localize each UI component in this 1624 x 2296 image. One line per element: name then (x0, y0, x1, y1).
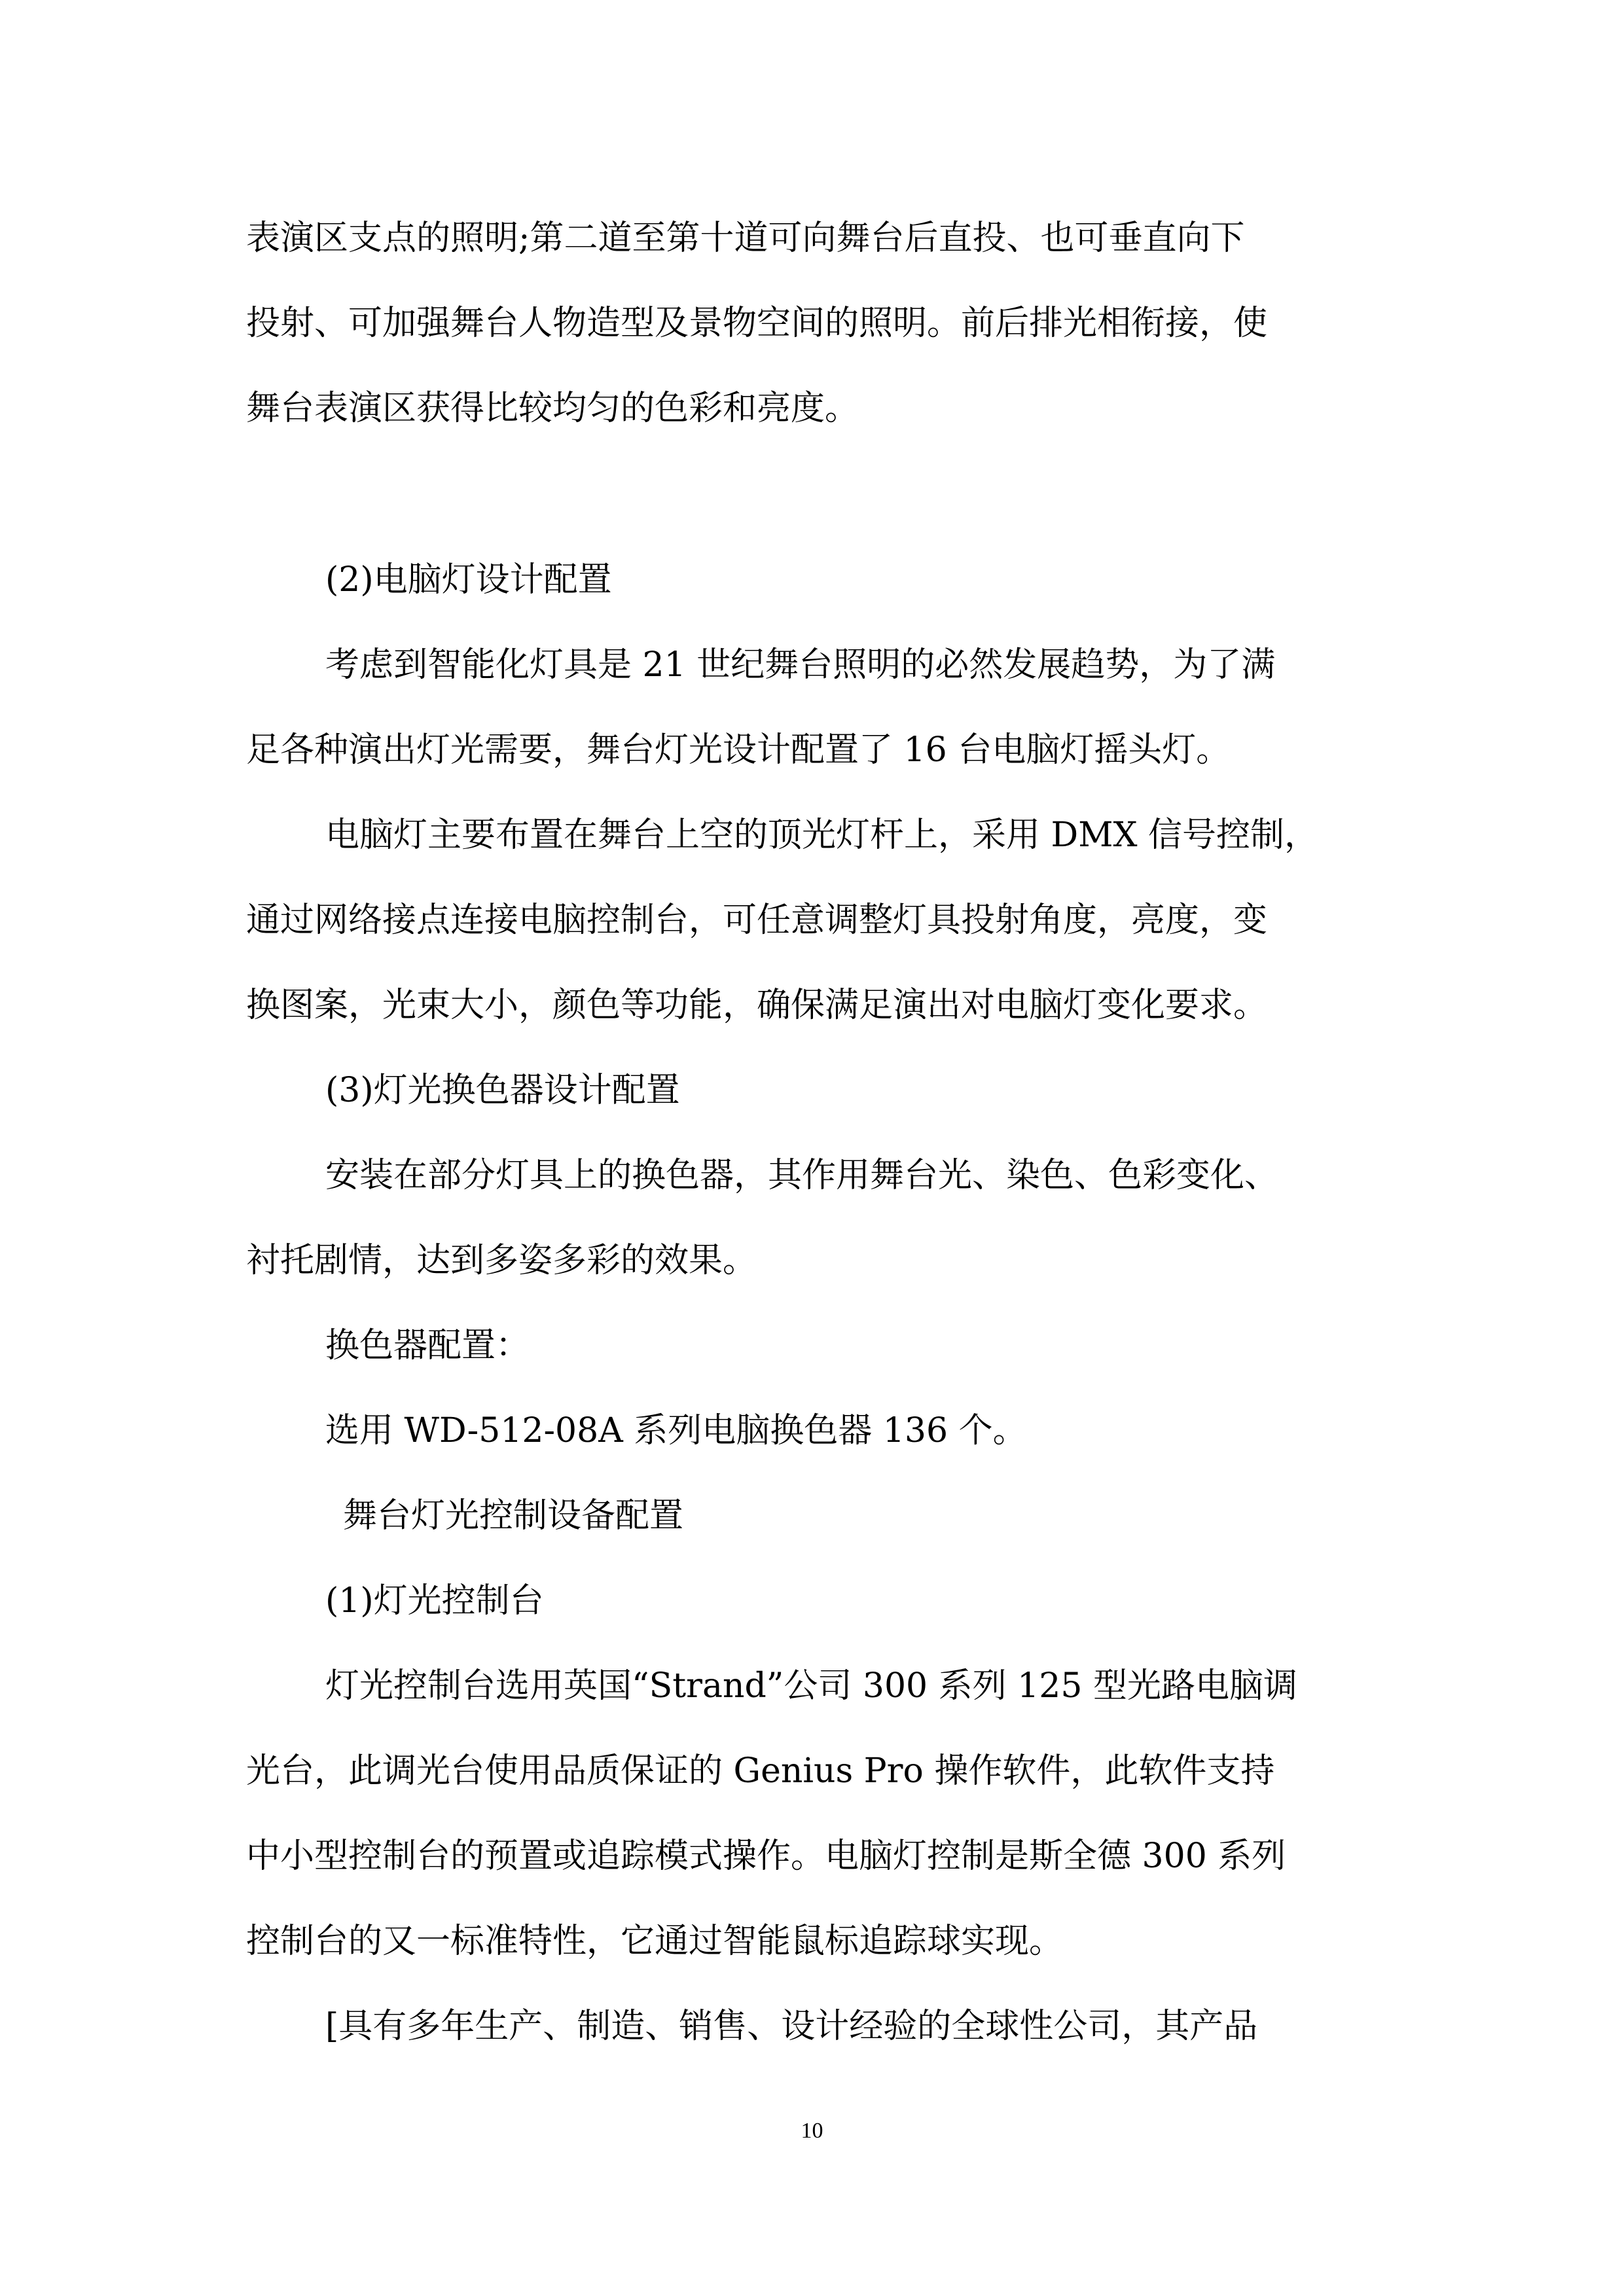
text-line-1: 表演区支点的照明;第二道至第十道可向舞台后直投、也可垂直向下 (246, 219, 1245, 258)
page-number: 10 (801, 2119, 823, 2143)
text-line-14: 选用 WD-512-08A 系列电脑换色器 136 个。 (325, 1411, 1027, 1450)
text-line-7: 电脑灯主要布置在舞台上空的顶光灯杆上，采用 DMX 信号控制， (325, 816, 1319, 855)
section-heading-control-console: (1)灯光控制台 (325, 1581, 544, 1621)
text-line-13: 换色器配置： (325, 1326, 530, 1365)
text-line-20: 控制台的又一标准特性，它通过智能鼠标追踪球实现。 (246, 1922, 1064, 1961)
text-line-19: 中小型控制台的预置或追踪模式操作。电脑灯控制是斯全德 300 系列 (246, 1837, 1286, 1876)
text-line-8: 通过网络接点连接电脑控制台，可任意调整灯具投射角度，亮度，变 (246, 901, 1268, 940)
text-line-5: 考虑到智能化灯具是 21 世纪舞台照明的必然发展趋势，为了满 (325, 645, 1276, 685)
text-line-9: 换图案，光束大小，颜色等功能，确保满足演出对电脑灯变化要求。 (246, 986, 1268, 1025)
text-line-3: 舞台表演区获得比较均匀的色彩和亮度。 (246, 389, 859, 428)
text-line-11: 安装在部分灯具上的换色器，其作用舞台光、染色、色彩变化、 (325, 1156, 1279, 1195)
section-heading-control-equipment: 舞台灯光控制设备配置 (343, 1496, 684, 1535)
text-line-6: 足各种演出灯光需要，舞台灯光设计配置了 16 台电脑灯摇头灯。 (246, 730, 1231, 770)
text-line-12: 衬托剧情，达到多姿多彩的效果。 (246, 1241, 757, 1280)
text-line-2: 投射、可加强舞台人物造型及景物空间的照明。前后排光相衔接，使 (246, 304, 1268, 343)
text-line-21: [具有多年生产、制造、销售、设计经验的全球性公司，其产品 (325, 2007, 1258, 2046)
section-heading-color-changer: (3)灯光换色器设计配置 (325, 1071, 680, 1110)
text-line-17: 灯光控制台选用英国“Strand”公司 300 系列 125 型光路电脑调 (325, 1666, 1297, 1706)
section-heading-computer-lights: (2)电脑灯设计配置 (325, 560, 612, 600)
text-line-18: 光台，此调光台使用品质保证的 Genius Pro 操作软件，此软件支持 (246, 1751, 1275, 1791)
